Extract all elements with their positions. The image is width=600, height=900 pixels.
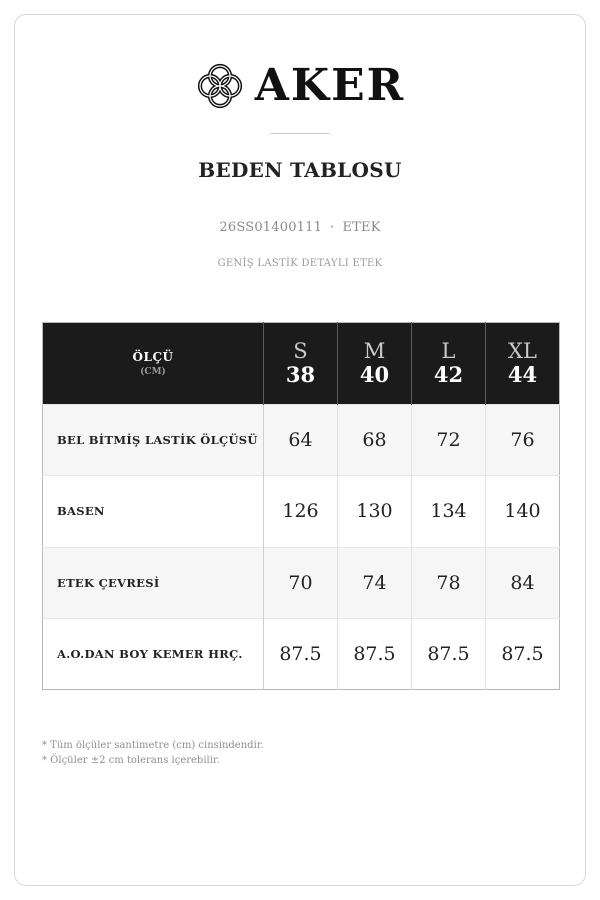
separator: · — [330, 220, 335, 235]
size-number: 40 — [359, 361, 390, 387]
table-header-row — [43, 323, 560, 405]
table-row — [43, 405, 560, 476]
table-cell: 70 — [264, 547, 338, 618]
table-cell: 87.5 — [338, 618, 412, 689]
table-cell: 87.5 — [412, 618, 486, 689]
header-size-m — [338, 323, 412, 405]
table-cell: 64 — [264, 405, 338, 476]
table-row — [43, 618, 560, 689]
table-cell: 87.5 — [264, 618, 338, 689]
row-label: ETEK ÇEVRESİ — [43, 547, 264, 618]
knot-logo-icon — [195, 61, 245, 111]
table-cell: 130 — [338, 476, 412, 547]
row-label: A.O.DAN BOY KEMER HRÇ. — [43, 618, 264, 689]
size-letter: S — [293, 338, 308, 363]
header-size-l — [412, 323, 486, 405]
table-cell: 126 — [264, 476, 338, 547]
header-size-s — [264, 323, 338, 405]
header-measure-cell — [43, 323, 264, 405]
size-number: 38 — [285, 361, 316, 387]
size-letter: L — [441, 338, 456, 363]
header-size-xl — [486, 323, 560, 405]
row-label: BASEN — [43, 476, 264, 547]
table-cell: 78 — [412, 547, 486, 618]
table-cell: 140 — [486, 476, 560, 547]
table-cell: 134 — [412, 476, 486, 547]
product-category: ETEK — [342, 220, 381, 235]
size-table — [42, 322, 560, 690]
table-cell: 84 — [486, 547, 560, 618]
brand-logo — [0, 58, 600, 114]
product-code: 26SS01400111 — [219, 220, 323, 235]
size-number: 42 — [433, 361, 464, 387]
table-cell: 68 — [338, 405, 412, 476]
footnote: * Tüm ölçüler santimetre (cm) cinsindendir. — [42, 740, 264, 751]
table-cell: 87.5 — [486, 618, 560, 689]
footnote: * Ölçüler ±2 cm tolerans içerebilir. — [42, 755, 220, 766]
product-code-line — [0, 220, 600, 235]
size-letter: M — [363, 338, 386, 363]
size-number: 44 — [507, 361, 538, 387]
size-letter: XL — [508, 338, 537, 363]
table-row — [43, 547, 560, 618]
brand-name: AKER — [254, 60, 406, 111]
header-unit-label: (CM) — [140, 367, 166, 377]
table-cell: 74 — [338, 547, 412, 618]
row-label: BEL BİTMİŞ LASTİK ÖLÇÜSÜ — [43, 405, 264, 476]
page-title: BEDEN TABLOSU — [198, 158, 402, 182]
table-cell: 76 — [486, 405, 560, 476]
divider — [270, 133, 330, 134]
table-cell: 72 — [412, 405, 486, 476]
header-measure-label: ÖLÇÜ — [132, 350, 174, 364]
table-row — [43, 476, 560, 547]
footnotes — [42, 738, 562, 768]
product-name: GENİŞ LASTİK DETAYLI ETEK — [217, 258, 383, 269]
